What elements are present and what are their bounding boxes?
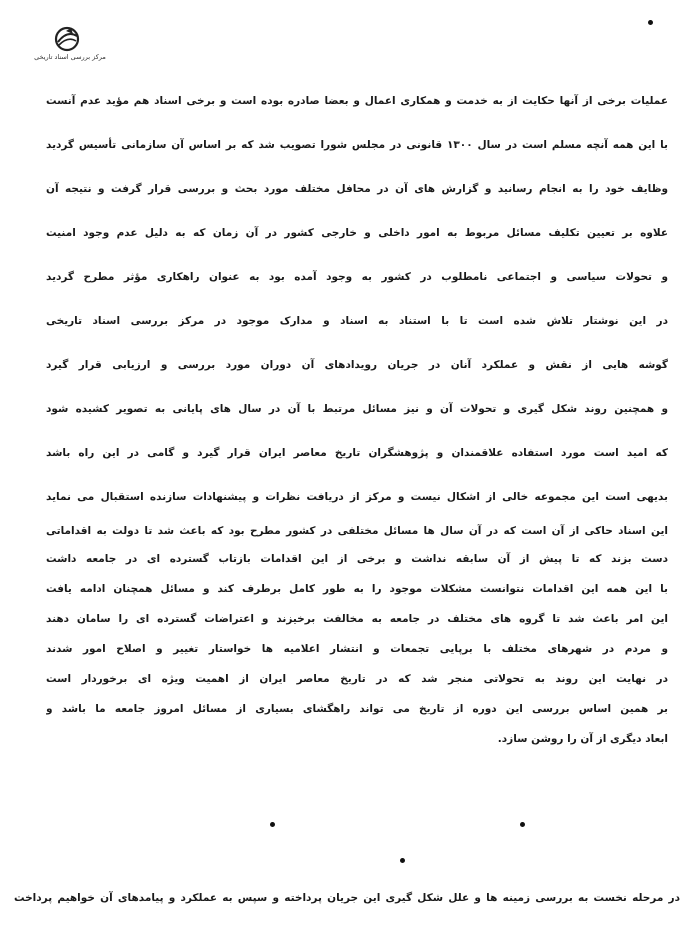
text-line: در این نوشتار تلاش شده است تا با استناد به اسناد و مدارک موجود در مرکز بررسی اسناد تاریخی [46,315,668,327]
separator-dot [520,822,525,827]
text-line: این امر باعث شد تا گروه های مختلف در جامعه به مخالفت برخیزند و اعتراضات گسترده ای را سامان دهند [46,613,668,625]
text-line: که امید است مورد استفاده علاقمندان و پژوهشگران تاریخ معاصر ایران قرار گیرد و گامی در این راه باشد [46,447,668,459]
text-line-last: ابعاد دیگری از آن را روشن سازد. [497,733,668,745]
body-text [46,88,668,770]
text-line: این اسناد حاکی از آن است که در آن سال ها مسائل مختلفی در کشور مطرح بود که باعث شد تا دولت به اقداماتی [46,525,668,537]
text-line: و مردم در شهرهای مختلف با برپایی تجمعات و انتشار اعلامیه ها خواستار تغییر و اصلاح امور شدند [46,643,668,655]
separator-dot [400,858,405,863]
text-line: و همچنین روند شکل گیری و تحولات آن و نیز مسائل مرتبط با آن در سال های پایانی به تصویر کشیده شود [46,403,668,415]
text-line: علاوه بر تعیین تکلیف مسائل مربوط به امور داخلی و خارجی کشور در آن زمان که به دلیل عدم وجود امنیت [46,227,668,239]
text-line: عملیات برخی از آنها حکایت از به خدمت و همکاری اعمال و بعضا صادره بوده است و برخی اسناد هم مؤید عدم آنست [46,95,668,107]
text-line: دست بزند که تا پیش از آن سابقه نداشت و برخی از این اقدامات بازتاب گسترده ای در جامعه داشت [46,553,668,565]
text-line: بدیهی است این مجموعه خالی از اشکال نیست و مرکز از دریافت نظرات و پیشنهادات سازنده استقبال می نماید [46,491,668,503]
text-line: با این همه آنچه مسلم است در سال ۱۳۰۰ قانونی در مجلس شورا تصویب شد که بر اساس آن سازمانی تأسیس گردید [46,139,668,151]
text-line: وظایف خود را به انجام رسانید و گزارش های آن در محافل مختلف مورد بحث و بررسی قرار گرفت و نتیجه آن [46,183,668,195]
logo-caption: مرکز بررسی اسناد تاریخی [34,53,106,61]
logo [22,26,118,66]
text-line: در نهایت این روند به تحولاتی منجر شد که در تاریخ معاصر ایران از اهمیت ویژه ای برخوردار است [46,673,668,685]
page-dot [648,20,653,25]
text-line: با این همه این اقدامات نتوانست مشکلات موجود را به طور کامل برطرف کند و مسائل همچنان ادامه یافت [46,583,668,595]
text-line: گوشه هایی از نقش و عملکرد آنان در جریان رویدادهای آن دوران مورد بررسی و ارزیابی قرار گیرد [46,359,668,371]
archive-center-logo-icon [46,26,88,54]
bottom-text-line: در مرحله نخست به بررسی زمینه ها و علل شکل گیری این جریان پرداخته و سپس به عملکرد و پیامدهای آن خواهیم پرداخت [14,892,680,904]
text-line: و تحولات سیاسی و اجتماعی نامطلوب در کشور به وجود آمده بود به عنوان راهکاری مؤثر مطرح گردید [46,271,668,283]
text-line: بر همین اساس بررسی این دوره از تاریخ می تواند راهگشای بسیاری از مسائل امروز جامعه ما باشد و [46,703,668,715]
separator-dot [270,822,275,827]
